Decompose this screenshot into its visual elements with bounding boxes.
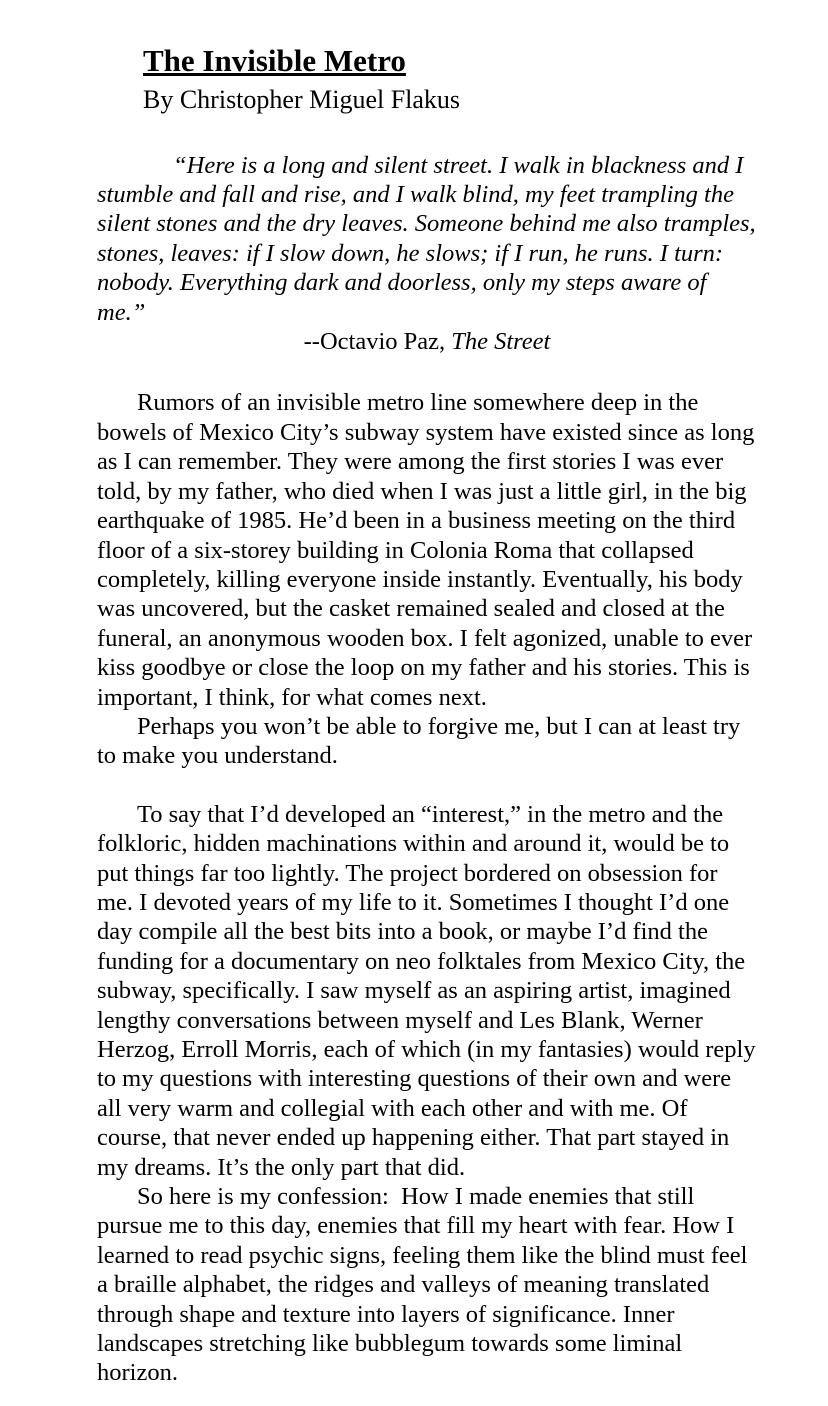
story-section-2: [97, 800, 757, 1388]
epigraph-quote: “Here is a long and silent street. I walk in blackness and I stumble and fall and rise, and I walk blind, my feet trampling the silent stones and the dry leaves. Someone behind me also tramples, stones, leaves: if I slow down, he slows; if I run, he runs. I turn: nobody. Everything dark and doorless, only my steps aware of me.”: [97, 151, 756, 326]
epigraph: [97, 151, 757, 357]
paragraph: Rumors of an invisible metro line somewhere deep in the bowels of Mexico City’s subway system have existed since as long as I can remember. They were among the first stories I was ever told, by my father, who died when I was just a little girl, in the big earthquake of 1985. He’d been in a business meeting on the third floor of a six-storey building in Colonia Roma that collapsed completely, killing everyone inside instantly. Eventually, his body was uncovered, but the casket remained sealed and closed at the funeral, an anonymous wooden box. I felt agonized, unable to ever kiss goodbye or close the loop on my father and his stories. This is important, I think, for what comes next.: [97, 389, 755, 711]
page-title: The Invisible Metro: [143, 43, 406, 78]
story-section-1: [97, 388, 757, 770]
paragraph: Perhaps you won’t be able to forgive me, but I can at least try to make you understand.: [97, 712, 741, 770]
byline: By Christopher Miguel Flakus: [143, 84, 461, 114]
paragraph: So here is my confession: How I made enemies that still pursue me to this day, enemies that fill my heart with fear. How I learned to read psychic signs, feeling them like the blind must feel a braille alphabet, the ridges and valleys of meaning translated through shape and texture into layers of significance. Inner landscapes stretching like bubblegum towards some liminal horizon.: [97, 1183, 748, 1387]
epigraph-attribution-author: --Octavio Paz,: [303, 328, 452, 356]
epigraph-attribution-work: The Street: [451, 328, 551, 356]
epigraph-attribution: [97, 327, 757, 356]
paragraph: To say that I’d developed an “interest,” in the metro and the folkloric, hidden machinations within and around it, would be to put things far too lightly. The project bordered on obsession for me. I devoted years of my life to it. Sometimes I thought I’d one day compile all the best bits into a book, or maybe I’d find the funding for a documentary on neo folktales from Mexico City, the subway, specifically. I saw myself as an aspiring artist, imagined lengthy conversations between myself and Les Blank, Werner Herzog, Erroll Morris, each of which (in my fantasies) would reply to my questions with interesting questions of their own and were all very warm and collegial with each other and with me. Of course, that never ended up happening either. That part stayed in my dreams. It’s the only part that did.: [97, 800, 756, 1181]
